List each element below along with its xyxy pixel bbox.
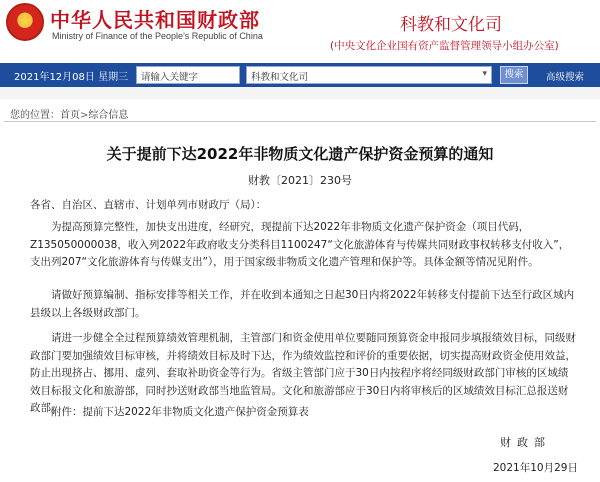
current-date: 2021年12月08日 星期三 — [14, 72, 129, 83]
chevron-down-icon: ▾ — [482, 69, 487, 79]
breadcrumb-prefix: 您的位置： — [10, 110, 60, 121]
body-paragraph: 为提高预算完整性，加快支出进度，经研究，现提前下达2022年非物质文化遗产保护资金（项目代码，Z135050000038，收入列2022年政府收支分类科目1100247“文化旅游体育与传媒共同财政事权转移支付收入”，支出列207“文化旅游体育与传媒支出”），用于国家级非物质文化遗产管理和保护等。具体金额等情况见附件。 — [30, 221, 570, 268]
search-button[interactable]: 搜索 — [500, 66, 528, 84]
keyword-search-input[interactable]: 请输入关键字 — [136, 66, 240, 84]
signature-organization: 财政部 — [500, 436, 551, 449]
search-bar — [0, 63, 600, 87]
breadcrumb-home-link[interactable]: 首页 — [60, 110, 80, 121]
body-paragraph: 请进一步健全全过程预算绩效管理机制，主管部门和资金使用单位要随同预算资金申报同步填报绩效目标，同级财政部门要加强绩效目标审核，并将绩效目标及时下达，作为绩效监控和评价的重要依据，切实提高财政资金使用效益，防止出现挤占、挪用、虚列、套取补助资金等行为。省级主管部门应于30日内按程序将经同级财政部门审核的区域绩效目标报文化和旅游部，同时抄送财政部当地监管局。文化和旅游部应于30日内将审核后的区域绩效目标汇总报送财政部。 — [30, 332, 576, 414]
breadcrumb-section-link[interactable]: 综合信息 — [88, 110, 129, 121]
breadcrumb — [10, 106, 128, 121]
recipients: 各省、自治区、直辖市、计划单列市财政厅（局）： — [30, 199, 267, 211]
national-emblem-icon[interactable] — [6, 3, 44, 41]
department-subtitle: (中央文化企业国有资产监督管理领导小组办公室) — [330, 40, 559, 52]
search-scope-select[interactable] — [246, 66, 492, 84]
body-paragraph: 请做好预算编制、指标安排等相关工作，并在收到本通知之日起30日内将2022年转移支付提前下达至行政区域内县级以上各级财政部门。 — [30, 289, 575, 319]
ministry-name-cn[interactable]: 中华人民共和国财政部 — [50, 8, 260, 32]
divider — [4, 121, 596, 122]
site-header — [0, 0, 600, 62]
department-name[interactable]: 科教和文化司 — [400, 15, 502, 35]
search-scope-value: 科教和文化司 — [251, 72, 309, 83]
signature-date: 2021年10月29日 — [493, 462, 578, 474]
breadcrumb-separator: > — [80, 110, 89, 121]
article-title: 关于提前下达2022年非物质文化遗产保护资金预算的通知 — [106, 145, 494, 163]
ministry-name-en: Ministry of Finance of the People's Republic of China — [52, 31, 263, 41]
document-number: 财教〔2021〕230号 — [248, 174, 352, 187]
spacer-band — [0, 87, 600, 99]
advanced-search-link[interactable]: 高级搜索 — [546, 72, 585, 83]
attachment-line[interactable]: 附件：提前下达2022年非物质文化遗产保护资金预算表 — [51, 406, 309, 418]
